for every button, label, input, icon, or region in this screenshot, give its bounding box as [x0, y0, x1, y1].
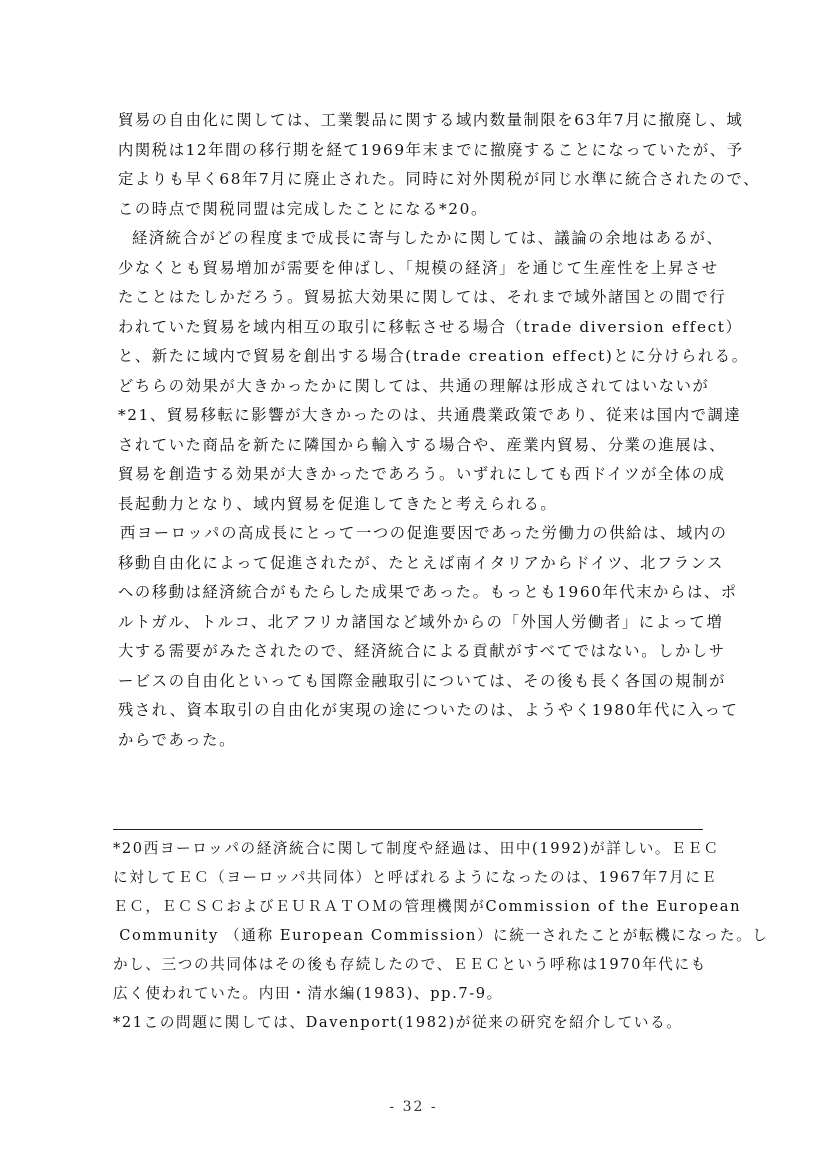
text-line: 内関税は12年間の移行期を経て1969年末までに撤廃することになっていたが、予	[118, 140, 744, 159]
footnote-line: に対してＥＣ（ヨーロッパ共同体）と呼ばれるようになったのは、1967年7月にＥ	[113, 869, 718, 886]
text-line: たことはたしかだろう。貿易拡大効果に関しては、それまで域外諸国との間で行	[118, 288, 727, 306]
text-line: からであった。	[118, 730, 236, 749]
text-line: への移動は経済統合がもたらした成果であった。もっとも1960年代末からは、ポ	[118, 583, 738, 601]
text-line: ービスの自由化といっても国際金融取引については、その後も長く各国の規制が	[118, 671, 726, 690]
footnote-divider	[113, 829, 703, 830]
text-line: 貿易の自由化に関しては、工業製品に関する域内数量制限を63年7月に撤廃し、域	[118, 111, 744, 129]
text-line: どちらの効果が大きかったかに関しては、共通の理解は形成されてはいないが	[118, 376, 710, 395]
text-line: 移動自由化によって促進されたが、たとえば南イタリアからドイツ、北フランス	[118, 553, 724, 572]
paragraph-start-line: 経済統合がどの程度まで成長に寄与したかに関しては、議論の余地はあるが、	[132, 229, 724, 247]
text-line: 少なくとも貿易増加が需要を伸ばし、「規模の経済」を通じて生産性を上昇させ	[118, 258, 719, 277]
text-line: 定よりも早く68年7月に廃止された。同時に対外関税が同じ水準に統合されたので、	[118, 170, 760, 188]
paragraph-start-line: 西ヨーロッパの高成長にとって一つの促進要因であった労働力の供給は、域内の	[120, 524, 728, 542]
footnote-line: *20西ヨーロッパの経済統合に関して制度や経過は、田中(1992)が詳しい。ＥＥＣ	[113, 840, 720, 857]
text-line: *21、貿易移転に影響が大きかったのは、共通農業政策であり、従来は国内で調達	[118, 406, 742, 424]
footnote-line: Community （通称 European Commission）に統一されたことが転機になった。し	[113, 927, 769, 944]
footnote-line: 広く使われていた。内田・清水編(1983)、pp.7-9。	[113, 985, 503, 1002]
footnote-line: ＥＣ，ＥＣＳＣおよびＥＵＲＡＴＯＭの管理機関がCommission of the European	[113, 898, 742, 915]
footnotes-block	[113, 834, 769, 1037]
text-line: この時点で関税同盟は完成したことになる*20。	[118, 199, 488, 218]
footnote-line: *21この問題に関しては、Davenport(1982)が従来の研究を紹介している。	[113, 1014, 683, 1031]
page-number: - 32 -	[389, 1099, 438, 1115]
main-text-block	[118, 106, 760, 755]
text-line: 残され、資本取引の自由化が実現の途についたのは、ようやく1980年代に入って	[118, 701, 739, 719]
text-line: 貿易を創造する効果が大きかったであろう。いずれにしても西ドイツが全体の成	[118, 465, 726, 483]
text-line: と、新たに域内で貿易を創出する場合(trade creation effect)とに分けられる。	[118, 347, 749, 365]
text-line: ルトガル、トルコ、北アフリカ諸国など域外からの「外国人労働者」によって増	[118, 612, 724, 631]
text-line: われていた貿易を域内相互の取引に移転させる場合（trade diversion effect）	[118, 317, 743, 336]
footnote-line: かし、三つの共同体はその後も存続したので、ＥＥＣという呼称は1970年代にも	[113, 956, 707, 973]
text-line: されていた商品を新たに隣国から輸入する場合や、産業内貿易、分業の進展は、	[118, 435, 726, 454]
text-line: 大する需要がみたされたので、経済統合による貢献がすべてではない。しかしサ	[118, 642, 726, 660]
text-line: 長起動力となり、域内貿易を促進してきたと考えられる。	[118, 494, 558, 513]
